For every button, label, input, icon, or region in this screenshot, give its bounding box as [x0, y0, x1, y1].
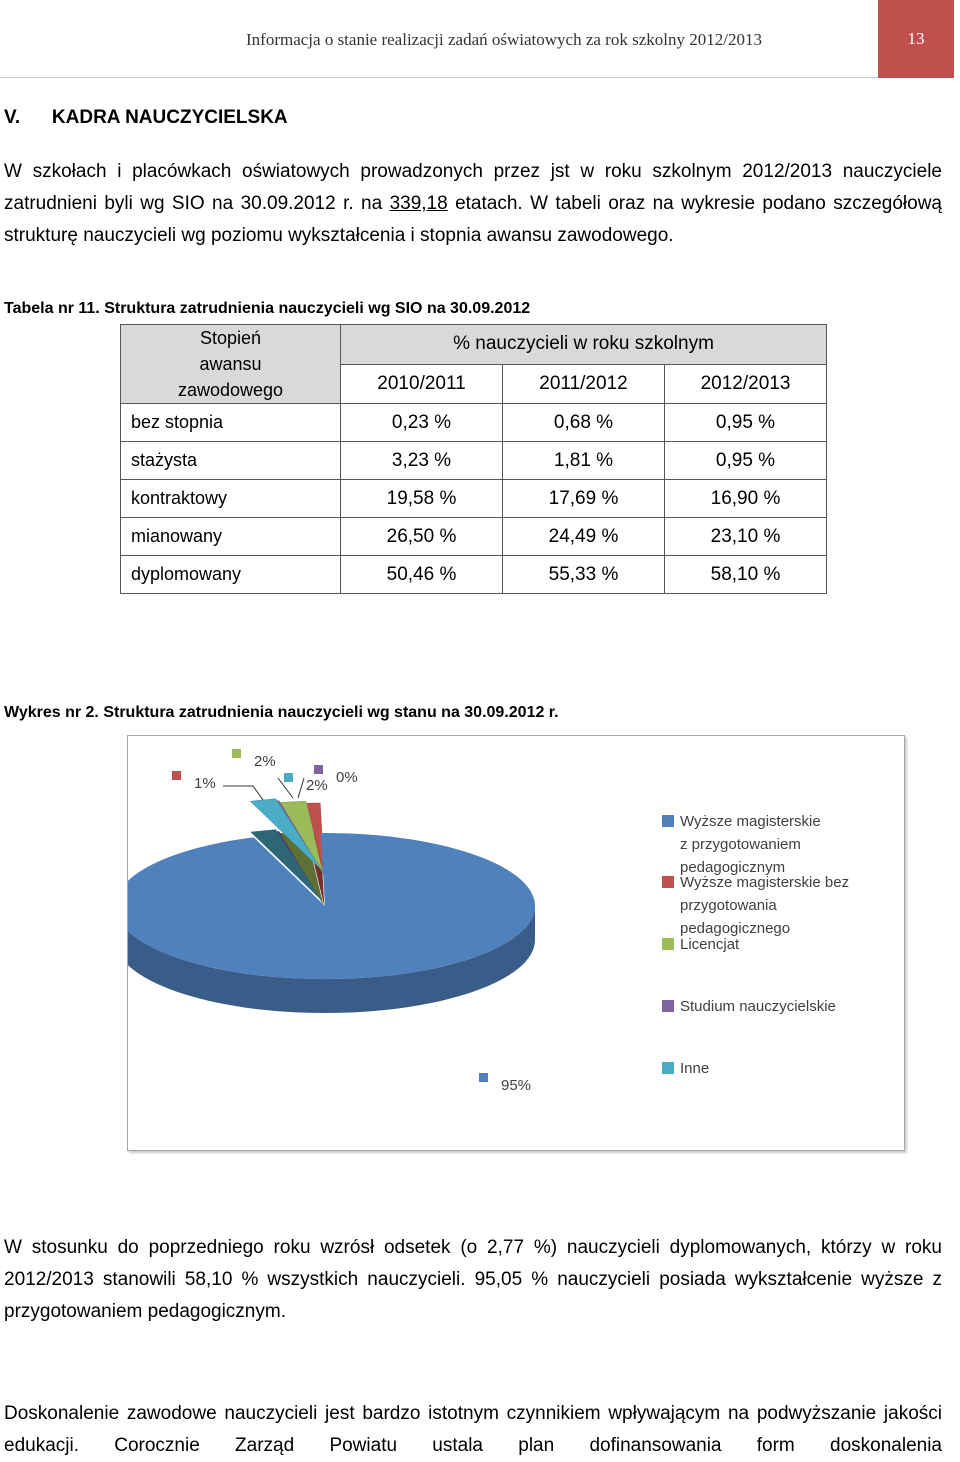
- cell-value: 3,23 %: [341, 442, 503, 480]
- summary-paragraph: W stosunku do poprzedniego roku wzrósł odsetek (o 2,77 %) nauczycieli dyplomowanych, którzy w roku 2012/2013 stanowili 58,10 % wszystkich nauczycieli. 95,05 % nauczycieli posiada wykształcenie wyższe z przygotowaniem pedagogicznym.: [4, 1237, 942, 1322]
- section-title: KADRA NAUCZYCIELSKA: [51, 107, 288, 128]
- legend-swatch: [662, 1000, 674, 1012]
- legend-label: Studium nauczycielskie: [680, 998, 836, 1015]
- year-header: 2011/2012: [503, 364, 665, 404]
- table-caption: Tabela nr 11. Struktura zatrudnienia nauczycieli wg SIO na 30.09.2012: [4, 300, 531, 317]
- leader-line: [298, 778, 304, 798]
- legend-label: przygotowania: [680, 897, 777, 914]
- cell-value: 55,33 %: [503, 556, 665, 594]
- data-label: 2%: [306, 777, 328, 794]
- row-label: stażysta: [121, 442, 341, 480]
- legend-swatch: [662, 876, 674, 888]
- fte-value: 339,18: [389, 193, 448, 214]
- section-number: V.: [4, 107, 21, 128]
- intro-paragraph: [4, 156, 942, 252]
- data-label: 2%: [254, 753, 276, 770]
- legend-label: pedagogicznego: [680, 920, 791, 937]
- cell-value: 1,81 %: [503, 442, 665, 480]
- cell-value: 23,10 %: [665, 518, 827, 556]
- legend-swatch: [662, 1062, 674, 1074]
- table-row: [121, 518, 827, 556]
- page-number: 13: [878, 0, 954, 78]
- closing-paragraph: Doskonalenie zawodowe nauczycieli jest bardzo istotnym czynnikiem wpływającym na podwyższanie jakości edukacji. Corocznie Zarząd Powiatu ustala plan dofinansowania form doskonalenia: [4, 1403, 942, 1456]
- section-heading: [4, 107, 288, 129]
- year-header: 2010/2011: [341, 364, 503, 404]
- data-label-marker: [479, 1073, 488, 1082]
- cell-value: 26,50 %: [341, 518, 503, 556]
- pie-slice: [128, 833, 535, 979]
- legend-label: Inne: [680, 1060, 710, 1077]
- data-label-marker: [232, 749, 241, 758]
- table-row: [121, 404, 827, 442]
- row-header-label: Stopień awansu zawodowego: [177, 328, 284, 400]
- table-row: [121, 442, 827, 480]
- cell-value: 58,10 %: [665, 556, 827, 594]
- intro-text-end: etatach. W tabeli oraz na wykresie podano szczegółową strukturę nauczycieli wg poziomu wykształcenia i stopnia awansu zawodowego.: [4, 193, 942, 246]
- legend-label: Wyższe magisterskie: [680, 813, 821, 830]
- row-label: mianowany: [121, 518, 341, 556]
- row-header-cell: [121, 325, 341, 404]
- cell-value: 0,95 %: [665, 404, 827, 442]
- cell-value: 16,90 %: [665, 480, 827, 518]
- data-label: 0%: [336, 769, 358, 786]
- row-label: dyplomowany: [121, 556, 341, 594]
- data-label: 95%: [501, 1077, 532, 1094]
- cell-value: 24,49 %: [503, 518, 665, 556]
- leader-line: [223, 786, 263, 800]
- table-row: [121, 556, 827, 594]
- running-header-title: Informacja o stanie realizacji zadań oświatowych za rok szkolny 2012/2013: [246, 30, 762, 49]
- staff-structure-table: [120, 324, 827, 594]
- pie-chart: [128, 736, 904, 1150]
- intro-text-start: W szkołach i placówkach oświatowych prowadzonych przez jst w roku szkolnym 2012/2013 nauczyciele zatrudnieni byli wg SIO na 30.09.2012 r. na: [4, 161, 942, 214]
- group-header-cell: % nauczycieli w roku szkolnym: [341, 325, 827, 365]
- row-label: bez stopnia: [121, 404, 341, 442]
- cell-value: 17,69 %: [503, 480, 665, 518]
- pie-chart-frame: [127, 735, 905, 1151]
- legend-swatch: [662, 815, 674, 827]
- cell-value: 50,46 %: [341, 556, 503, 594]
- row-label: kontraktowy: [121, 480, 341, 518]
- data-label-marker: [172, 771, 181, 780]
- legend-label: pedagogicznym: [680, 859, 786, 876]
- legend-swatch: [662, 938, 674, 950]
- legend-label: z przygotowaniem: [680, 836, 801, 853]
- cell-value: 0,23 %: [341, 404, 503, 442]
- chart-caption: Wykres nr 2. Struktura zatrudnienia nauczycieli wg stanu na 30.09.2012 r.: [4, 704, 559, 721]
- legend-label: Wyższe magisterskie bez: [680, 874, 850, 891]
- cell-value: 0,95 %: [665, 442, 827, 480]
- cell-value: 0,68 %: [503, 404, 665, 442]
- header-divider: [0, 77, 878, 78]
- cell-value: 19,58 %: [341, 480, 503, 518]
- data-label-marker: [284, 773, 293, 782]
- data-label-marker: [314, 765, 323, 774]
- table-row: [121, 480, 827, 518]
- year-header: 2012/2013: [665, 364, 827, 404]
- legend-label: Licencjat: [680, 936, 740, 953]
- data-label: 1%: [194, 775, 216, 792]
